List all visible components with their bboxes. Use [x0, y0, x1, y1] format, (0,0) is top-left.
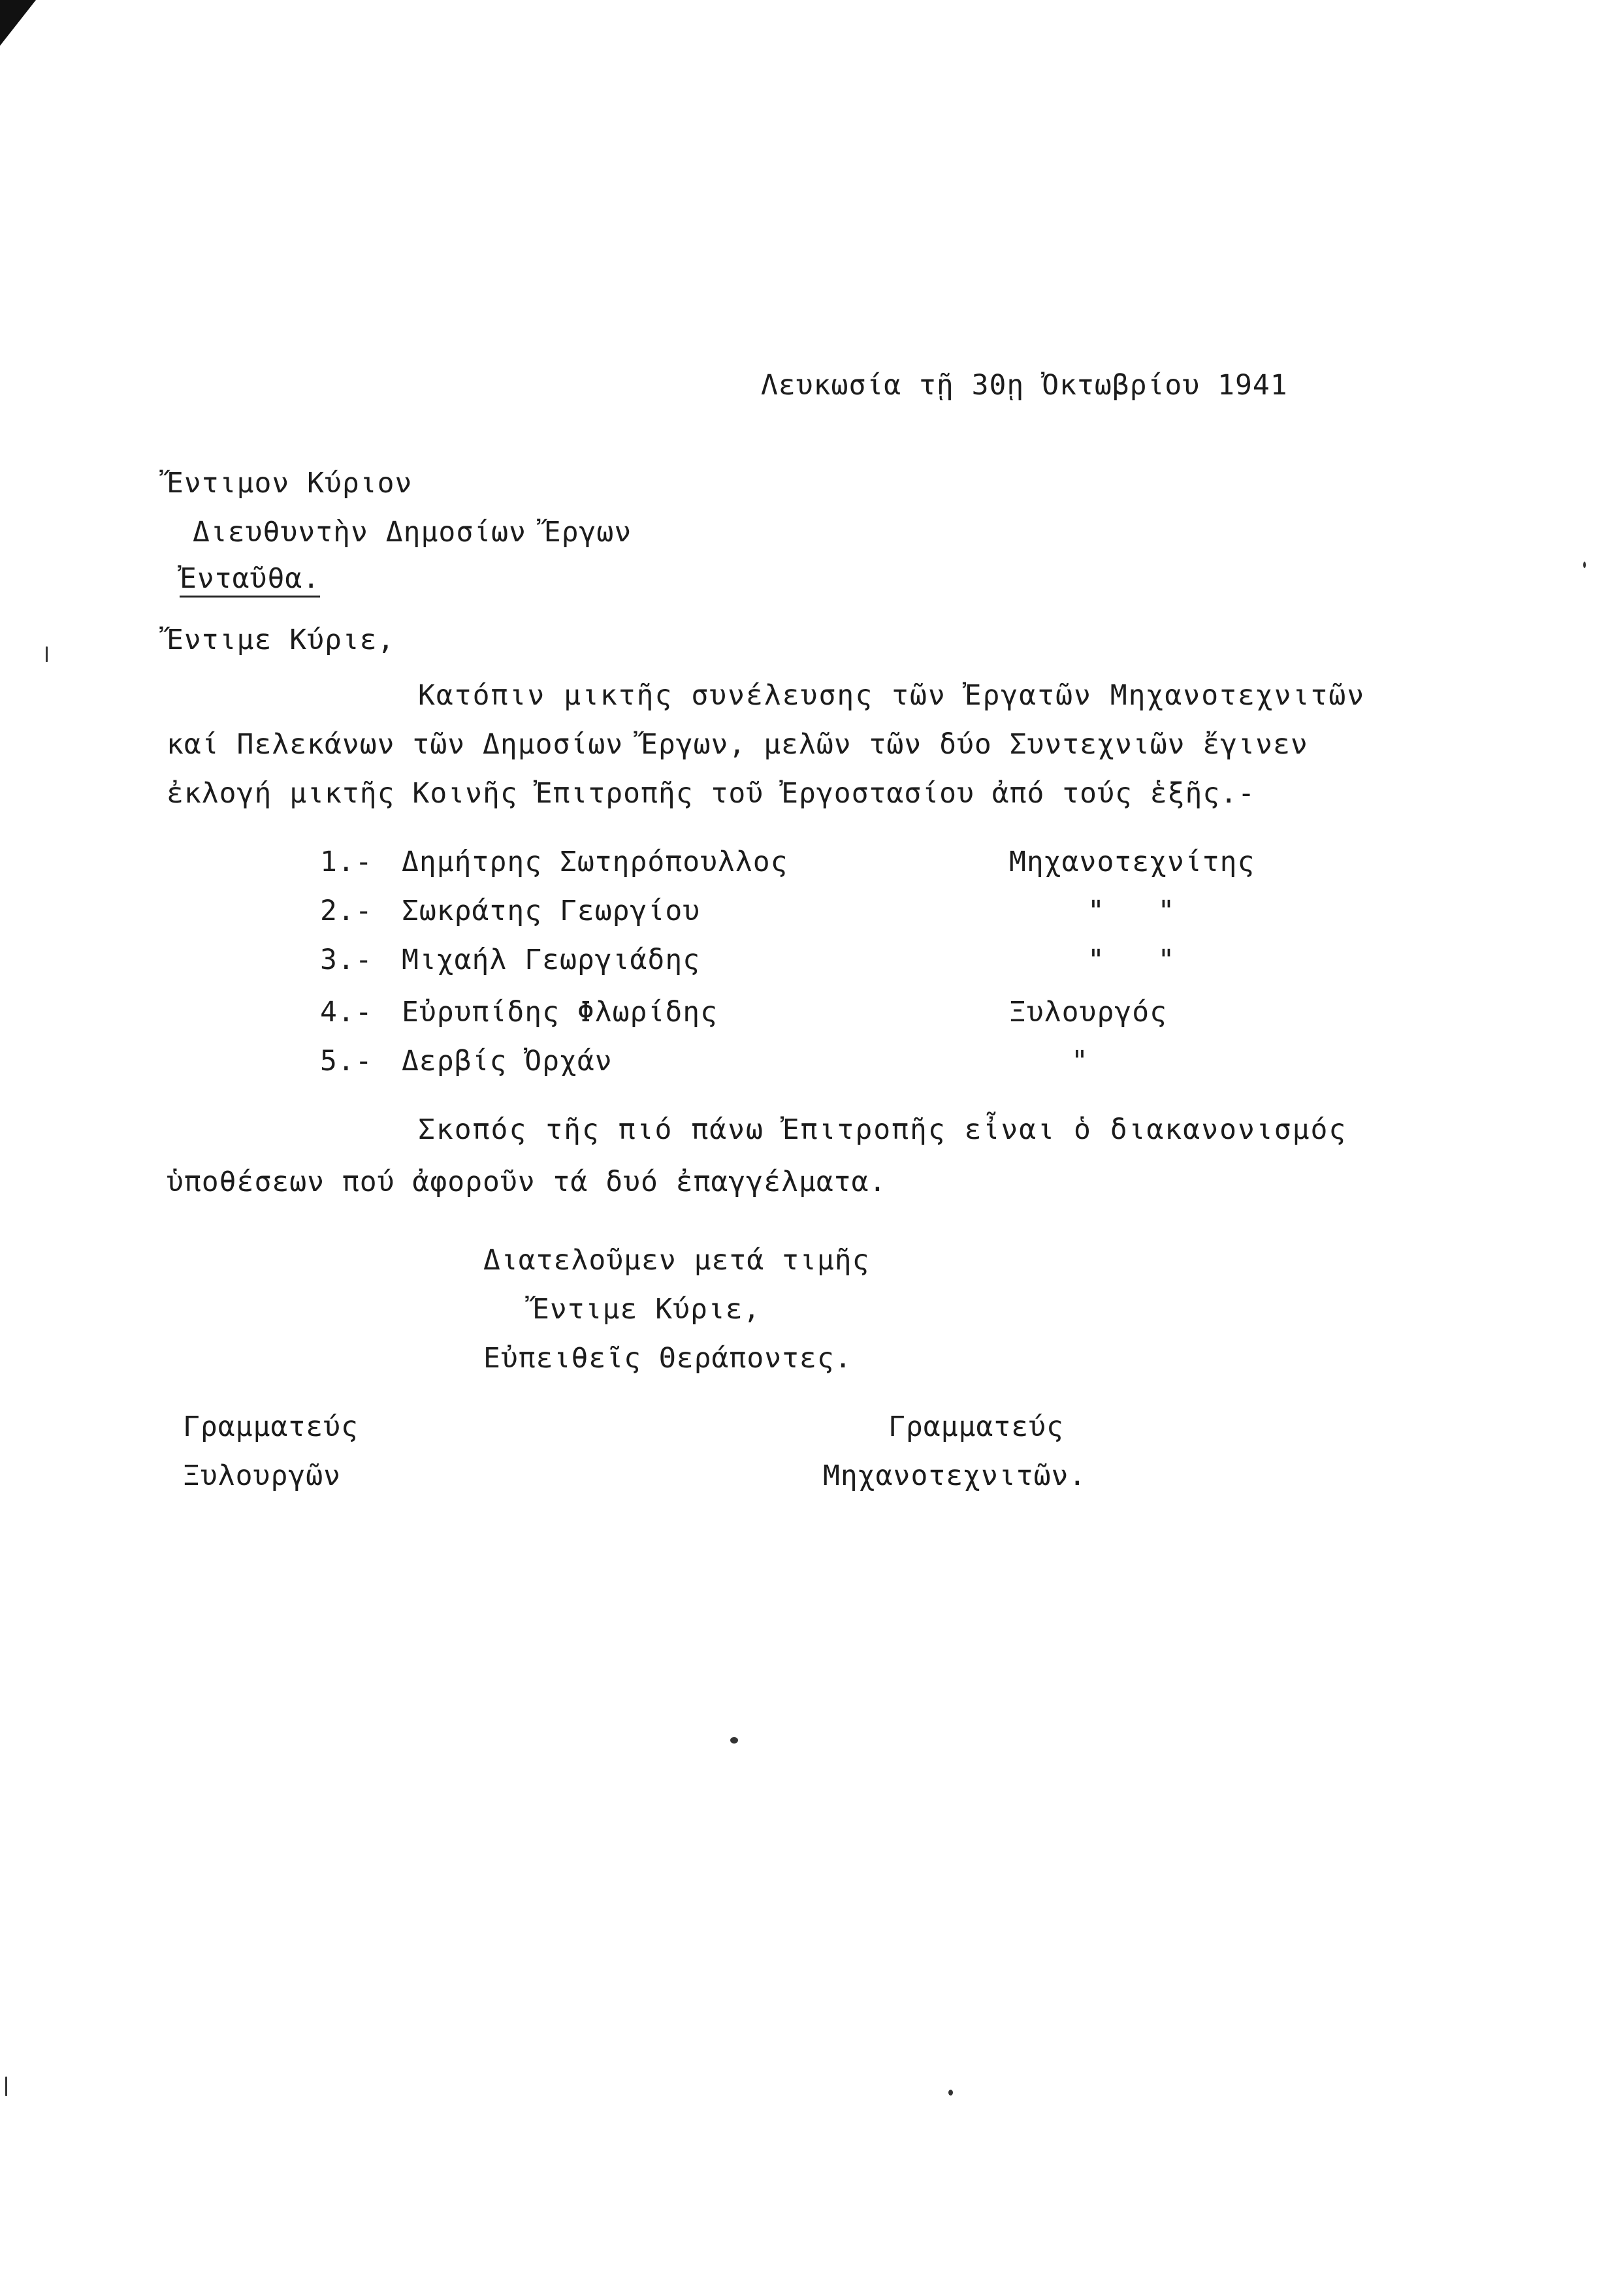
signature-left-group: Ξυλουργῶν [183, 1459, 341, 1492]
member-role: " " [1087, 944, 1176, 976]
salutation: Ἔντιμε Κύριε, [167, 624, 395, 656]
scan-speck [1583, 562, 1586, 568]
member-role: " [1071, 1045, 1089, 1077]
member-name: Μιχαήλ Γεωργιάδης [402, 944, 701, 976]
addressee-line-1: Ἔντιμον Κύριον [167, 467, 413, 500]
body-line-3: ἐκλογή μικτῆς Κοινῆς Ἐπιτροπῆς τοῦ Ἐργοστασίου ἀπό τούς ἑξῆς.- [167, 777, 1256, 810]
signature-left-title: Γραμματεύς [183, 1411, 359, 1443]
purpose-line-1: Σκοπός τῆς πιό πάνω Ἐπιτροπῆς εἶναι ὁ διακανονισμός [418, 1113, 1347, 1146]
member-number: 2.- [320, 895, 373, 927]
scan-speck [948, 2090, 953, 2096]
member-name: Δημήτρης Σωτηρόπουλλος [402, 846, 788, 878]
date-line: Λευκωσία τῇ 30ῃ Ὀκτωβρίου 1941 [761, 369, 1288, 402]
scan-corner-mark [0, 0, 36, 46]
scan-speck [46, 646, 48, 662]
body-line-1: Κατόπιν μικτῆς συνέλευσης τῶν Ἐργατῶν Μηχανοτεχνιτῶν [418, 679, 1366, 712]
member-number: 4.- [320, 996, 373, 1028]
closing-line-1: Διατελοῦμεν μετά τιμῆς [483, 1244, 870, 1277]
signature-right-title: Γραμματεύς [888, 1411, 1064, 1443]
member-name: Εὐρυπίδης Φλωρίδης [402, 996, 718, 1028]
scan-speck [5, 2077, 7, 2096]
scan-speck [730, 1737, 738, 1744]
member-number: 5.- [320, 1045, 373, 1077]
member-role: Ξυλουργός [1009, 996, 1167, 1028]
member-role: " " [1087, 895, 1176, 927]
closing-line-2: Ἔντιμε Κύριε, [532, 1293, 761, 1326]
member-name: Σωκράτης Γεωργίου [402, 895, 701, 927]
addressee-line-2: Διευθυντὴν Δημοσίων Ἔργων [193, 516, 632, 549]
member-name: Δερβίς Ὀρχάν [402, 1045, 613, 1077]
member-role: Μηχανοτεχνίτης [1009, 846, 1255, 878]
member-number: 3.- [320, 944, 373, 976]
member-number: 1.- [320, 846, 373, 878]
closing-line-3: Εὐπειθεῖς Θεράποντες. [483, 1342, 852, 1375]
addressee-line-3: Ἐνταῦθα. [180, 562, 320, 598]
purpose-line-2: ὑποθέσεων πού ἀφοροῦν τά δυό ἐπαγγέλματα. [167, 1166, 887, 1198]
body-line-2: καί Πελεκάνων τῶν Δημοσίων Ἔργων, μελῶν τῶν δύο Συντεχνιῶν ἔγινεν [167, 728, 1308, 761]
signature-right-group: Μηχανοτεχνιτῶν. [823, 1459, 1087, 1492]
